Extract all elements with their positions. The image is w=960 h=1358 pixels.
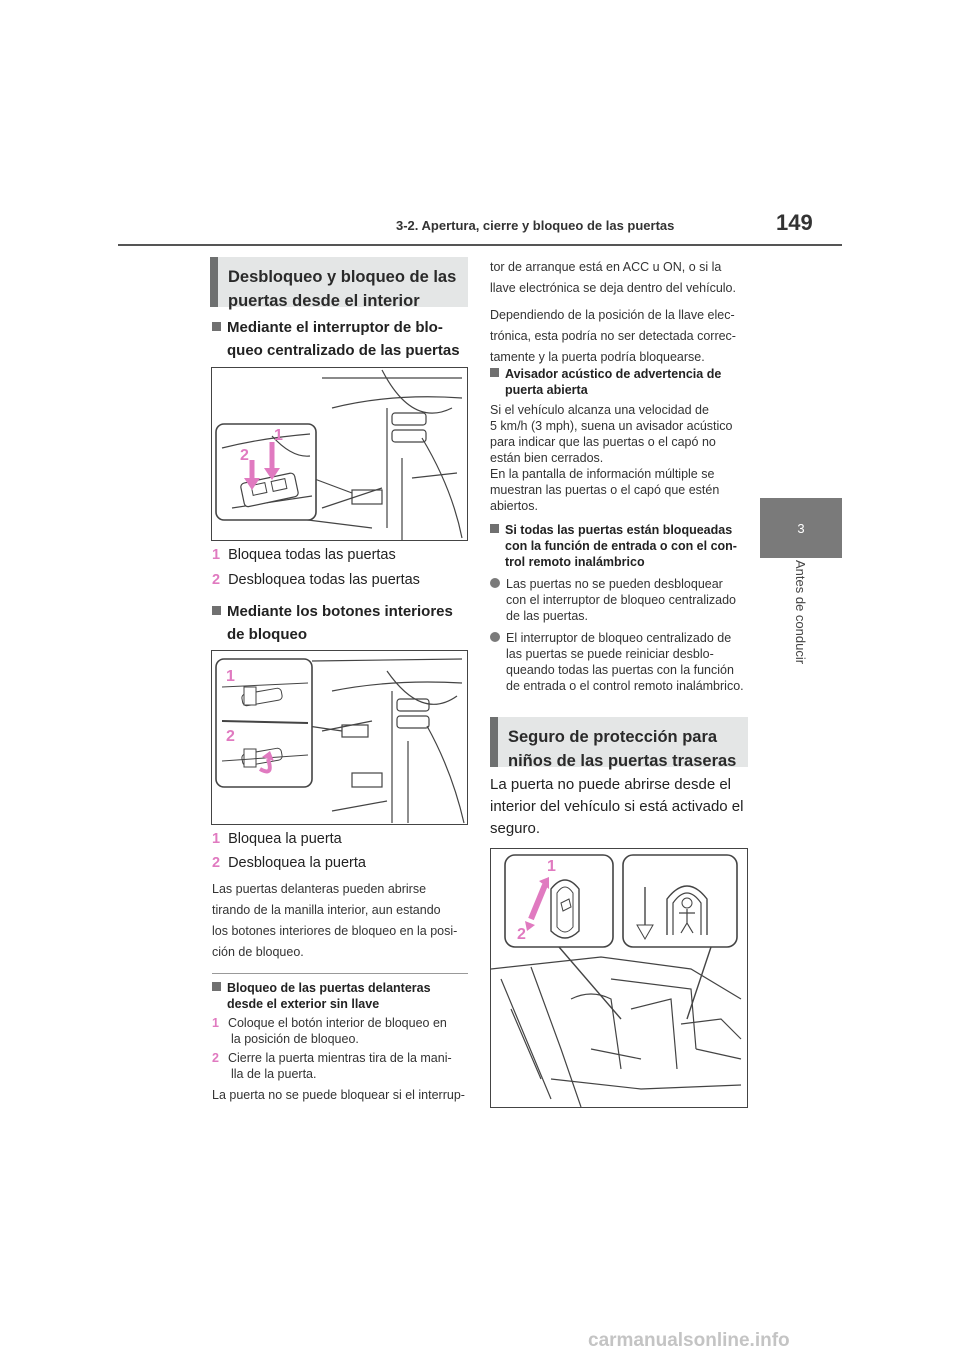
fig2-item-2: 2 Desbloquea la puerta	[212, 855, 366, 871]
paragraph-key-position: Dependiendo de la posición de la llave elec- trónica, esta podría no ser detectada correc- tamente y la puerta podría bloquearse.	[490, 308, 736, 364]
fig2-label-1: 1	[226, 668, 235, 685]
round-bullet-icon	[490, 632, 500, 642]
subheading-central-switch: Mediante el interruptor de blo- queo centralizado de las puertas	[212, 316, 472, 362]
chapter-label: Antes de conducir	[793, 560, 808, 665]
fig1-item-2: 2 Desbloquea todas las puertas	[212, 572, 420, 588]
fig3-label-1: 1	[547, 858, 556, 875]
subheading-door-buzzer: Avisador acústico de advertencia de puerta abierta	[490, 366, 760, 398]
fig2-label-2: 2	[226, 728, 235, 745]
figure-central-lock-switch	[211, 367, 468, 541]
subheading-all-locked: Si todas las puertas están bloqueadas con la función de entrada o con el con- trol remoto inalámbrico	[490, 522, 760, 570]
watermark: carmanualsonline.info	[588, 1330, 790, 1351]
square-bullet-icon	[490, 368, 499, 377]
continued-line: La puerta no se puede bloquear si el interrup-	[212, 1088, 465, 1102]
paragraph-continued: tor de arranque está en ACC u ON, o si la llave electrónica se deja dentro del vehículo.	[490, 260, 736, 295]
figure-child-lock	[490, 848, 748, 1108]
divider	[212, 973, 468, 974]
fig3-label-2: 2	[517, 926, 526, 943]
running-header-section: 3-2. Apertura, cierre y bloqueo de las puertas	[396, 218, 675, 233]
round-bullet-icon	[490, 578, 500, 588]
square-bullet-icon	[490, 524, 499, 533]
bullet-1: Las puertas no se pueden desbloquear con el interruptor de bloqueo centralizado de las puertas.	[490, 576, 760, 624]
figure-central-lock-drawing	[212, 368, 467, 540]
figure-interior-lock-drawing	[212, 651, 467, 824]
figure-child-lock-drawing	[491, 849, 747, 1107]
bullet-2: El interruptor de bloqueo centralizado de las puertas se puede reiniciar desblo- queando todas las puertas con la función de entrada o el control remoto inalámbrico.	[490, 630, 760, 694]
section-title-child-lock: Seguro de protección para niños de las puertas traseras	[490, 717, 748, 767]
subheading-lock-without-key: Bloqueo de las puertas delanteras desde el exterior sin llave	[212, 980, 472, 1012]
subheading-interior-buttons: Mediante los botones interiores de bloqueo	[212, 600, 472, 646]
fig1-label-1: 1	[274, 427, 283, 444]
page-number: 149	[776, 210, 813, 235]
step-1: 1 Coloque el botón interior de bloqueo en la posición de bloqueo.	[212, 1016, 447, 1046]
fig2-item-1: 1 Bloquea la puerta	[212, 831, 342, 847]
square-bullet-icon	[212, 606, 221, 615]
figure-interior-lock-buttons	[211, 650, 468, 825]
chapter-number: 3	[797, 520, 805, 536]
chapter-tab	[760, 498, 842, 558]
paragraph-front-doors: Las puertas delanteras pueden abrirse tirando de la manilla interior, aun estando los botones interiores de bloqueo en la posi- ción de bloqueo.	[212, 882, 458, 959]
fig1-label-2: 2	[240, 447, 249, 464]
section-title-interior: Desbloqueo y bloqueo de las puertas desde el interior	[210, 257, 468, 307]
paragraph-door-buzzer: Si el vehículo alcanza una velocidad de 5 km/h (3 mph), suena un avisador acústico para indicar que las puertas o el capó no están bien cerrados. En la pantalla de información múltiple se muestran las puertas o el capó que estén abiertos.	[490, 403, 733, 513]
fig1-item-1: 1 Bloquea todas las puertas	[212, 547, 396, 563]
header-rule	[118, 244, 842, 246]
square-bullet-icon	[212, 322, 221, 331]
paragraph-child-lock: La puerta no puede abrirse desde el interior del vehículo si está activado el seguro.	[490, 776, 744, 837]
square-bullet-icon	[212, 982, 221, 991]
step-2: 2 Cierre la puerta mientras tira de la mani- lla de la puerta.	[212, 1051, 452, 1081]
